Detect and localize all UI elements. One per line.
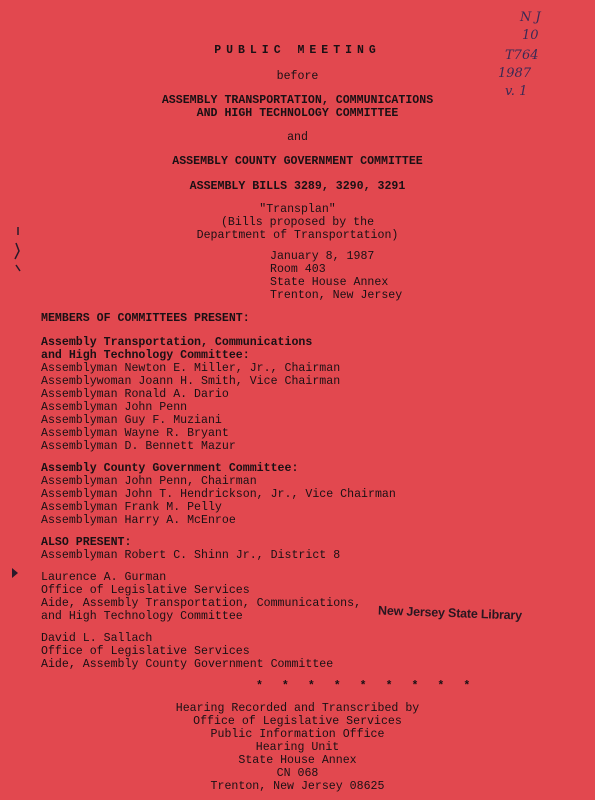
footer-line: State House Annex [238,754,357,767]
member-line: Assemblyman D. Bennett Mazur [41,440,236,453]
member-line: Assemblyman John Penn [41,401,188,414]
meeting-city: Trenton, New Jersey [270,289,403,302]
margin-arrow-mark [10,566,20,580]
member-line: Assemblyman John Penn, Chairman [41,475,257,488]
aide2-office: Office of Legislative Services [41,645,250,658]
handwritten-line-1: N J [520,10,541,25]
library-stamp: New Jersey State Library [377,603,523,623]
committee1-line2: AND HIGH TECHNOLOGY COMMITTEE [196,107,399,120]
committee2-heading: ASSEMBLY COUNTY GOVERNMENT COMMITTEE [172,155,423,168]
aide1-role-1: Aide, Assembly Transportation, Communications, [41,597,362,610]
footer-line: CN 068 [276,767,319,780]
member-line: Assemblyman Newton E. Miller, Jr., Chairman [41,362,341,375]
handwritten-line-3: T764 [505,48,539,63]
footer-line: Office of Legislative Services [193,715,402,728]
separator-stars: * * * * * * * * * [256,680,477,693]
transplan-line1: "Transplan" [259,203,336,216]
aide2-name: David L. Sallach [41,632,153,645]
transplan-line2: (Bills proposed by the [220,216,375,229]
aide2-role: Aide, Assembly County Government Committee [41,658,334,671]
before-text: before [276,70,319,83]
aide1-name: Laurence A. Gurman [41,571,167,584]
footer-line: Hearing Recorded and Transcribed by [175,702,420,715]
footer-line: Hearing Unit [255,741,340,754]
member-line: Assemblyman Wayne R. Bryant [41,427,229,440]
committee1-line1: ASSEMBLY TRANSPORTATION, COMMUNICATIONS [161,94,434,107]
transplan-line3: Department of Transportation) [196,229,399,242]
also-present-heading: ALSO PRESENT: [41,536,132,549]
and-text: and [287,131,308,144]
members-heading: MEMBERS OF COMMITTEES PRESENT: [41,312,250,325]
footer-line: Public Information Office [210,728,385,741]
member-line: Assemblyman Harry A. McEnroe [41,514,236,527]
aide1-role-2: and High Technology Committee [41,610,243,623]
also-present-person: Assemblyman Robert C. Shinn Jr., District 8 [41,549,341,562]
meeting-room: Room 403 [270,263,326,276]
member-line: Assemblywoman Joann H. Smith, Vice Chairman [41,375,341,388]
handwritten-line-5: v. 1 [505,84,528,99]
county-committee-heading: Assembly County Government Committee: [41,462,299,475]
transport-committee-heading-2: and High Technology Committee: [41,349,250,362]
member-line: Assemblyman John T. Hendrickson, Jr., Vice Chairman [41,488,396,501]
member-line: Assemblyman Guy F. Muziani [41,414,222,427]
transport-committee-heading-1: Assembly Transportation, Communications [41,336,313,349]
member-line: Assemblyman Frank M. Pelly [41,501,222,514]
bills-heading: ASSEMBLY BILLS 3289, 3290, 3291 [189,180,406,193]
meeting-building: State House Annex [270,276,389,289]
meeting-date: January 8, 1987 [270,250,375,263]
footer-line: Trenton, New Jersey 08625 [210,780,385,793]
handwritten-line-2: 10 [522,28,539,43]
aide1-office: Office of Legislative Services [41,584,250,597]
handwritten-line-4: 1987 [498,66,532,81]
meeting-title: PUBLIC MEETING [214,44,381,57]
member-line: Assemblyman Ronald A. Dario [41,388,229,401]
